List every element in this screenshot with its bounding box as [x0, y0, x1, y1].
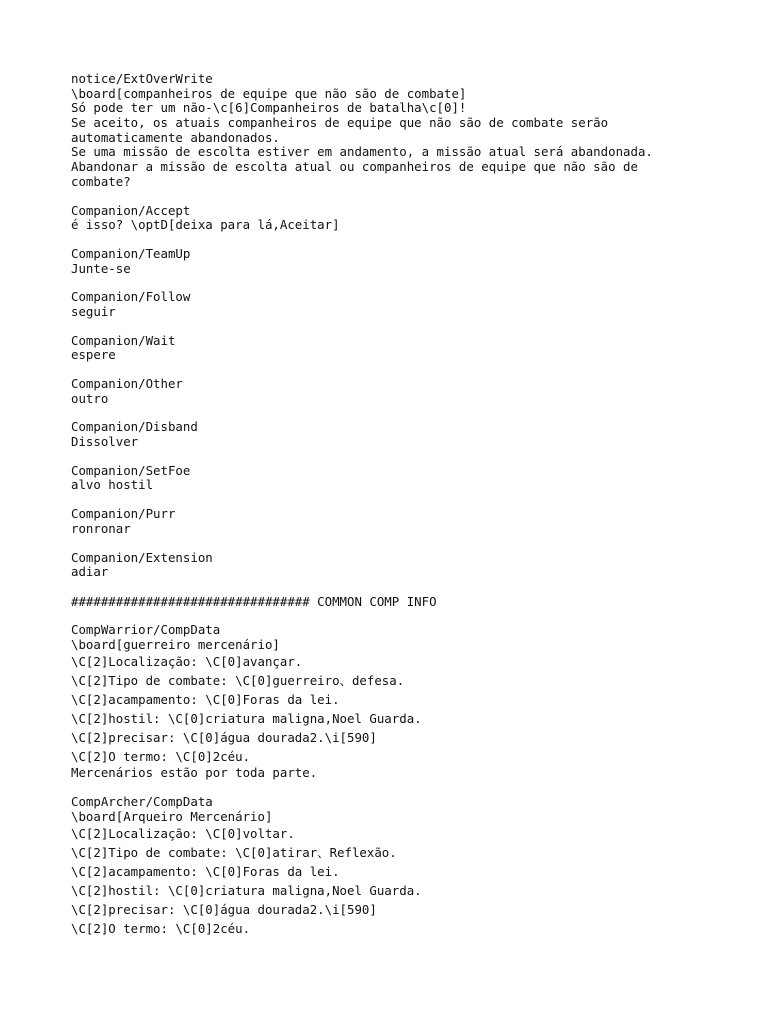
- companion-setfoe-block: [71, 464, 751, 493]
- footer-line: Mercenários estão por toda parte.: [71, 765, 318, 781]
- detail-line: \C[2]precisar: \C[0]água dourada2.\i[590]: [71, 730, 377, 746]
- comp-warrior-block: [71, 623, 751, 781]
- comp-archer-block: [71, 795, 751, 938]
- text-line: Se uma missão de escolta estiver em andamento, a missão atual será abandonada.: [71, 144, 653, 160]
- entry-key: Companion/Extension: [71, 549, 213, 565]
- entry-key: Companion/Other: [71, 376, 183, 391]
- entry-value: \board[guerreiro mercenário]: [71, 636, 280, 652]
- companion-accept-block: [71, 204, 751, 233]
- entry-value: espere: [71, 347, 116, 363]
- entry-value: é isso? \optD[deixa para lá,Aceitar]: [71, 217, 340, 233]
- entry-key: Companion/SetFoe: [71, 462, 191, 478]
- text-line: automaticamente abandonados.: [71, 129, 280, 145]
- companion-teamup-block: [71, 247, 751, 276]
- detail-line: \C[2]hostil: \C[0]criatura maligna,Noel Guarda.: [71, 883, 422, 899]
- entry-value: Junte-se: [71, 260, 131, 276]
- document-page: [71, 72, 751, 952]
- entry-key: CompArcher/CompData: [71, 793, 213, 809]
- entry-key: CompWarrior/CompData: [71, 621, 221, 637]
- companion-follow-block: [71, 290, 751, 319]
- detail-line: \C[2]acampamento: \C[0]Foras da lei.: [71, 692, 340, 708]
- entry-value: alvo hostil: [71, 477, 154, 493]
- detail-line: \C[2]Localização: \C[0]voltar.: [71, 826, 295, 842]
- detail-line: \C[2]Tipo de combate: \C[0]atirar、Reflexão.: [71, 845, 397, 861]
- detail-line: \C[2]Localização: \C[0]avançar.: [71, 654, 303, 670]
- entry-key: Companion/Disband: [71, 419, 198, 435]
- entry-value: ronronar: [71, 520, 131, 536]
- companion-extension-block: [71, 551, 751, 580]
- detail-line: \C[2]precisar: \C[0]água dourada2.\i[590]: [71, 902, 377, 918]
- entry-value: \board[Arqueiro Mercenário]: [71, 808, 273, 824]
- entry-key: Companion/Purr: [71, 506, 176, 522]
- notice-block: [71, 72, 751, 190]
- entry-key: Companion/Follow: [71, 289, 191, 305]
- companion-purr-block: [71, 507, 751, 536]
- entry-key: Companion/TeamUp: [71, 245, 191, 261]
- detail-line: \C[2]acampamento: \C[0]Foras da lei.: [71, 864, 340, 880]
- text-line: notice/ExtOverWrite: [71, 71, 213, 86]
- text-line: Só pode ter um não-\c[6]Companheiros de batalha\c[0]!: [71, 100, 467, 116]
- detail-line: \C[2]hostil: \C[0]criatura maligna,Noel Guarda.: [71, 711, 422, 727]
- companion-disband-block: [71, 420, 751, 449]
- companion-other-block: [71, 377, 751, 406]
- text-line: combate?: [71, 173, 131, 189]
- detail-line: \C[2]O termo: \C[0]2céu.: [71, 921, 251, 937]
- text-line: Abandonar a missão de escolta atual ou companheiros de equipe que não são de: [71, 159, 638, 175]
- text-line: Se aceito, os atuais companheiros de equipe que não são de combate serão: [71, 115, 609, 131]
- section-heading: ################################ COMMON COMP INFO: [71, 593, 437, 609]
- entry-value: outro: [71, 390, 109, 406]
- entry-value: adiar: [71, 564, 109, 580]
- detail-line: \C[2]O termo: \C[0]2céu.: [71, 749, 251, 765]
- detail-line: \C[2]Tipo de combate: \C[0]guerreiro、defesa.: [71, 673, 405, 689]
- text-line: \board[companheiros de equipe que não são de combate]: [71, 85, 467, 101]
- companion-wait-block: [71, 334, 751, 363]
- entry-key: Companion/Wait: [71, 332, 176, 348]
- entry-value: Dissolver: [71, 434, 139, 450]
- entry-key: Companion/Accept: [71, 202, 191, 218]
- entry-value: seguir: [71, 303, 116, 319]
